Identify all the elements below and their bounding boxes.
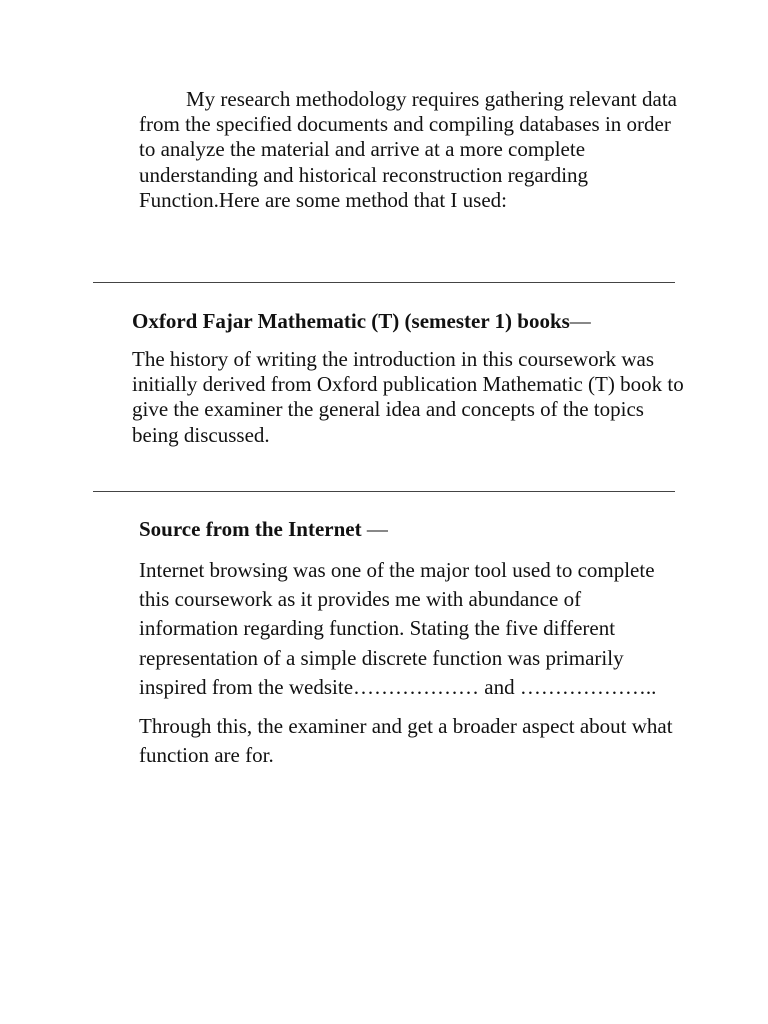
section-paragraph: Through this, the examiner and get a broader aspect about what function are for. (139, 714, 673, 768)
heading-dash: — (569, 309, 591, 333)
section-divider (93, 282, 675, 283)
section-paragraph: The history of writing the introduction in this coursework was initially derived from Oxford publication Mathematic (T) book to give the examiner the general idea and concepts of the topics being discussed. (132, 347, 684, 447)
section-paragraph: Internet browsing was one of the major tool used to complete this coursework as it provides me with abundance of information regarding function. Stating the five different representation of a simple discrete function was primarily inspired from the wedsite……………… and ……………….. (139, 558, 657, 699)
heading-text: Oxford Fajar Mathematic (T) (semester 1) books (132, 309, 570, 333)
heading-dash: — (361, 517, 388, 541)
section-internet-source (139, 516, 684, 770)
intro-paragraph: My research methodology requires gathering relevant data from the specified documents and compiling databases in order to analyze the material and arrive at a more complete understanding and historical reconstruction regarding Function.Here are some method that I used: (139, 87, 677, 212)
heading-text: Source from the Internet (139, 517, 362, 541)
section-heading (132, 308, 692, 334)
section-divider (93, 491, 675, 492)
section-heading (139, 516, 684, 542)
section-oxford-books (132, 308, 692, 448)
